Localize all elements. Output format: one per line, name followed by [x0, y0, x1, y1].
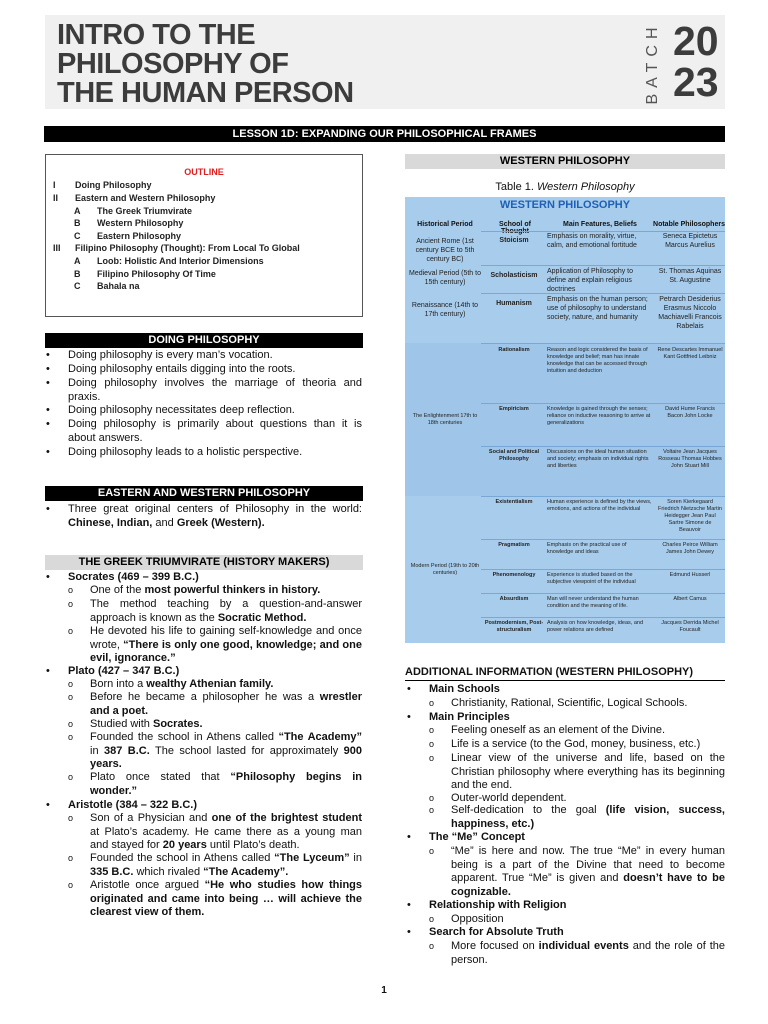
table-cell-school: Pragmatism [498, 542, 530, 548]
table-cell-school: Postmodernism, Post-structuralism [484, 620, 544, 633]
list-item [46, 404, 362, 418]
text: one of the brightest student [211, 812, 362, 824]
western-philosophy-heading: WESTERN PHILOSOPHY [405, 154, 725, 169]
batch-label [643, 23, 663, 103]
text: most powerful thinkers in history. [144, 584, 321, 596]
table-cell-features: Human experience is defined by the views, emotions, and actions of the individual [547, 499, 652, 512]
table-cell-philosophers: Charles Peirce William James John Dewey [662, 542, 718, 555]
text: wealthy Athenian family. [146, 678, 274, 690]
table-title: WESTERN PHILOSOPHY [499, 199, 631, 211]
table-cell-period: The Enlightenment 17th to 18th centuries [412, 413, 478, 426]
list-item: o Son of a Physician and one of the brightest student at Plato’s academy. He came there as a young man and stayed for 20 years until Plato’s death. [68, 812, 362, 851]
table-rule [481, 446, 725, 447]
text: Christianity, Rational, Scientific, Logical Schools. [451, 697, 688, 709]
table-rule [481, 539, 725, 540]
additional-info-heading: ADDITIONAL INFORMATION (WESTERN PHILOSOPHY) [405, 666, 694, 678]
table-cell-features: Reason and logic considered the basis of knowledge and belief; man has innate knowledge that can be accessed through intuition and deduction [547, 347, 648, 374]
outline-number: B [74, 269, 81, 279]
text: Opposition [451, 913, 504, 925]
divider [405, 680, 725, 681]
list-item: o Founded the school in Athens called “The Lyceum” in 335 B.C. which rivaled “The Academy”. [68, 852, 362, 878]
text: Search for Absolute Truth [429, 926, 564, 938]
bullet: • [46, 446, 50, 458]
list-item: o He devoted his life to gaining self-knowledge and once wrote, “There is only one good, knowledge; and one evil, ignorance.” [68, 625, 362, 664]
western-philosophy-table [405, 197, 725, 643]
table-rule [481, 403, 725, 404]
table-cell-period: Renaissance (14th to 17th century) [411, 302, 479, 318]
greek-triumvirate-heading: THE GREEK TRIUMVIRATE (HISTORY MAKERS) [45, 555, 363, 570]
table-cell-school: Phenomenology [492, 572, 536, 578]
table-rule [481, 343, 725, 344]
text: and the role of the person. [451, 940, 725, 966]
table-cell-school: Scholasticism [490, 272, 538, 279]
table-caption [405, 181, 725, 193]
bullet: • [46, 418, 50, 430]
table-cell-philosophers: Rene Descartes Immanuel Kant Gottfried Leibniz [657, 347, 723, 360]
column-header: Historical Period [417, 221, 473, 228]
text: Born into a [90, 678, 147, 690]
table-cell-school: Absurdism [499, 596, 529, 602]
text: He devoted his life to gaining self-knowledge and once wrote, [90, 625, 362, 651]
text: Relationship with Religion [429, 899, 567, 911]
table-cell-school: Humanism [496, 300, 532, 307]
text: Doing philosophy leads to a holistic perspective. [68, 446, 303, 458]
list-item: o Studied with Socrates. [68, 718, 203, 730]
text: Chinese, Indian, [68, 516, 153, 529]
text: The school lasted for approximately [149, 744, 344, 757]
outline-item: Filipino Philosophy (Thought): From Local To Global [75, 243, 300, 253]
text: Son of a Physician and [90, 812, 212, 824]
text: Founded the school in Athens called [90, 731, 279, 743]
table-cell-features: Emphasis on the human person; use of philosophy to understand society, nature, and humanity [547, 296, 648, 321]
text: Socratic Method. [217, 611, 307, 624]
list-item: o Opposition [429, 913, 504, 925]
text: at Plato’s academy. He came there as a young man and stayed for [90, 825, 362, 851]
outline-item: Eastern and Western Philosophy [75, 193, 216, 203]
table-cell-features: Discussions on the ideal human situation and society; emphasis on individual rights and liberties [547, 449, 649, 469]
outline-item: Eastern Philosophy [97, 231, 182, 241]
outline-number: III [53, 243, 61, 253]
outline-number: II [53, 193, 59, 203]
table-cell-features: Man will never understand the human condition and the meaning of life. [547, 596, 639, 609]
list-item: • Socrates (469 – 399 B.C.) [46, 571, 199, 583]
course-title-line: PHILOSOPHY OF [57, 48, 289, 80]
table-cell-features: Experience is studied based on the subjective viewpoint of the individual [547, 572, 636, 585]
text: until Plato’s death. [206, 839, 300, 851]
outline-number: C [74, 231, 81, 241]
list-item: o More focused on individual events and the role of the person. [429, 940, 725, 966]
list-item: o Plato once stated that “Philosophy begins in wonder.” [68, 771, 362, 797]
text: Doing philosophy necessitates deep reflection. [68, 404, 295, 416]
text: The “Me” Concept [429, 831, 525, 843]
list-item: • The “Me” Concept [407, 831, 525, 843]
table-cell-school: Stoicism [499, 237, 529, 244]
list-item: o Before he became a philosopher he was a wrestler and a poet. [68, 691, 362, 717]
list-item: • Search for Absolute Truth [407, 926, 564, 938]
list-item: o One of the most powerful thinkers in history. [68, 584, 321, 596]
table-cell-period: Medieval Period (5th to 15th century) [409, 270, 481, 286]
table-cell-philosophers: Voltaire Jean Jacques Rosseau Thomas Hobbes John Stuart Mill [658, 449, 722, 469]
table-cell-school: Empiricism [499, 406, 529, 412]
table-rule [481, 496, 725, 497]
eastern-western-heading: EASTERN AND WESTERN PHILOSOPHY [45, 486, 363, 501]
list-item [46, 418, 362, 445]
lesson-title: LESSON 1D: EXPANDING OUR PHILOSOPHICAL FRAMES [44, 126, 725, 142]
text: Before he became a philosopher he was a [90, 691, 320, 703]
table-cell-philosophers: Seneca Epictetus Marcus Aurelius [662, 233, 718, 249]
outline-number: A [74, 256, 81, 266]
bullet: • [46, 349, 50, 361]
text: in [90, 744, 104, 757]
text: More focused on [451, 940, 539, 952]
text: Western Philosophy [536, 181, 635, 193]
text: Doing philosophy entails digging into the roots. [68, 363, 296, 375]
column-header: Main Features, Beliefs [563, 221, 637, 228]
table-cell-school: Existentialism [495, 499, 533, 505]
text: 335 B.C. [90, 865, 134, 878]
year-top: 20 [673, 18, 719, 64]
table-cell-period: Modern Period (19th to 20th centuries) [410, 563, 480, 576]
table-rule [481, 293, 725, 294]
list-item: o Founded the school in Athens called “The Academy” in 387 B.C. The school lasted for approximately 900 years. [68, 731, 362, 770]
text: Studied with [90, 718, 153, 730]
course-title-line: INTRO TO THE [57, 19, 256, 51]
text: “The Lyceum” [274, 852, 350, 864]
text: wrestler and a poet. [90, 691, 362, 717]
batch-label-text: BATCH [644, 21, 661, 105]
text: Linear view of the universe and life, based on the Christian philosophy where everything has its beginning and the end. [451, 752, 725, 791]
text: “Philosophy begins in wonder.” [90, 771, 362, 797]
outline-item: Filipino Philosophy Of Time [97, 269, 216, 279]
bullet: • [46, 404, 50, 416]
aristotle-heading: Aristotle (384 – 322 B.C.) [68, 799, 197, 811]
text: Life is a service (to the God, money, business, etc.) [451, 738, 701, 750]
list-item: o Linear view of the universe and life, based on the Christian philosophy where everything has its beginning and the end. [429, 752, 725, 791]
column-header: Notable Philosophers [653, 221, 725, 228]
list-item: • Main Schools [407, 683, 500, 695]
text: 387 B.C. [104, 744, 150, 757]
text: Main Principles [429, 711, 510, 723]
batch-year [673, 18, 719, 105]
table-cell-philosophers: Soren Kierkegaard Friedrich Nietzsche Martin Heidegger Jean Paul Sartre Simone de Beauvoir [658, 499, 722, 533]
list-item: • Three great original centers of Philosophy in the world: Chinese, Indian, and Greek (Western). [46, 503, 362, 529]
text: Feeling oneself as an element of the Divine. [451, 724, 666, 736]
text: Self-dedication to the goal [451, 804, 606, 816]
table-cell-school: Rationalism [498, 347, 530, 353]
list-item [46, 377, 362, 404]
table-cell-features: Analysis on how knowledge, ideas, and power relations are defined [547, 620, 644, 633]
list-item: o Christianity, Rational, Scientific, Logical Schools. [429, 697, 688, 709]
text: “He who studies how things originated and came into being … will achieve the clearest view of them. [90, 879, 363, 918]
list-item: • Plato (427 – 347 B.C.) [46, 665, 180, 677]
text: Aristotle once argued [90, 879, 205, 891]
list-item: • Aristotle (384 – 322 B.C.) [46, 799, 197, 811]
course-title [57, 21, 354, 108]
table-cell-features: Emphasis on the practical use of knowledge and ideas [547, 542, 627, 555]
text: “There is only one good, knowledge; and one evil, ignorance.” [90, 638, 362, 664]
table-cell-features: Knowledge is gained through the senses; reliance on inductive reasoning to arrive at generalizations [547, 406, 651, 426]
text: and [152, 516, 177, 529]
table-rule [481, 593, 725, 594]
table-cell-philosophers: Albert Camus [673, 596, 707, 602]
list-item: o Feeling oneself as an element of the Divine. [429, 724, 666, 736]
text: “The Academy”. [203, 865, 289, 878]
text: One of the [90, 584, 145, 596]
list-item [46, 446, 362, 460]
text: Doing philosophy is every man’s vocation. [68, 349, 273, 361]
outline-number: B [74, 218, 81, 228]
table-cell-philosophers: St. Thomas Aquinas St. Augustine [658, 268, 722, 284]
text: Table 1. [495, 181, 537, 193]
text: Main Schools [429, 683, 500, 695]
table-cell-philosophers: Jacques Derrida Michel Foucault [661, 620, 719, 633]
outline-number: I [53, 180, 56, 190]
table-cell-philosophers: Edmund Husserl [669, 572, 711, 578]
text: Plato once stated that [90, 771, 231, 783]
text: Doing philosophy involves the marriage of theoria and praxis. [68, 377, 362, 403]
outline-number: A [74, 206, 81, 216]
list-item: o Born into a wealthy Athenian family. [68, 678, 274, 690]
list-item [46, 363, 362, 377]
text: doesn’t have to be cognizable. [451, 872, 725, 898]
outline-box [45, 154, 363, 317]
text: “The Academy” [278, 731, 362, 743]
outline-item: Bahala na [97, 281, 140, 291]
outline-item: Doing Philosophy [75, 180, 152, 190]
text: “Me” is here and now. The true “Me” in every human being is a part of the Divine that need to become apparent. True “Me” is given and [451, 845, 725, 884]
text: The method teaching by a question-and-answer approach is known as the [90, 598, 362, 624]
course-title-line: THE HUMAN PERSON [57, 77, 354, 109]
text: Socrates. [152, 718, 203, 730]
page-number: 1 [381, 985, 387, 996]
text: 20 years [162, 839, 207, 851]
year-bottom: 23 [673, 59, 719, 105]
bullet: • [46, 363, 50, 375]
text: Greek (Western). [176, 516, 265, 529]
doing-philosophy-heading: DOING PHILOSOPHY [45, 333, 363, 348]
page-header [45, 15, 725, 109]
bullet: • [46, 377, 50, 389]
outline-item: The Greek Triumvirate [97, 206, 193, 216]
list-item: o Self-dedication to the goal (life vision, success, happiness, etc.) [429, 804, 725, 830]
text: Doing philosophy is primarily about questions than it is about answers. [68, 418, 362, 444]
socrates-heading: Socrates (469 – 399 B.C.) [68, 571, 199, 583]
list-item [46, 349, 362, 363]
plato-heading: Plato (427 – 347 B.C.) [68, 665, 180, 677]
outline-item: Western Philosophy [97, 218, 184, 228]
list-item: o Aristotle once argued “He who studies how things originated and came into being … will achieve the clearest view of them. [68, 879, 363, 918]
list-item: o The method teaching by a question-and-answer approach is known as the Socratic Method. [68, 598, 362, 624]
outline-number: C [74, 281, 81, 291]
table-rule [481, 265, 725, 266]
list-item: o “Me” is here and now. The true “Me” in every human being is a part of the Divine that need to become apparent. True “Me” is given and doesn’t have to be cognizable. [429, 845, 725, 898]
table-cell-school: Social and Political Philosophy [488, 449, 540, 462]
table-cell-philosophers: Petrarch Desiderius Erasmus Niccolo Machiavelli Francois Rabelais [658, 296, 722, 330]
table-cell-features: Application of Philosophy to define and explain religious doctrines [547, 268, 633, 293]
list-item: • Main Principles [407, 711, 510, 723]
list-item: o Outer-world dependent. [429, 792, 567, 804]
text: (life vision, success, happiness, etc.) [451, 804, 725, 830]
table-cell-period: Ancient Rome (1st century BCE to 5th century BC) [415, 238, 475, 263]
text: which rivaled [133, 865, 204, 878]
table-cell-features: Emphasis on morality, virtue, calm, and emotional fortitude [547, 233, 637, 249]
table-rule [481, 569, 725, 570]
text: individual events [538, 940, 629, 952]
text: Three great original centers of Philosophy in the world: [68, 503, 362, 515]
text: Outer-world dependent. [451, 792, 567, 804]
outline-title: OUTLINE [184, 167, 224, 177]
text: in [349, 852, 362, 864]
table-cell-philosophers: David Hume Francis Bacon John Locke [665, 406, 715, 419]
list-item: • Relationship with Religion [407, 899, 567, 911]
text: Founded the school in Athens called [90, 852, 275, 864]
outline-item: Loob: Holistic And Interior Dimensions [97, 256, 264, 266]
table-rule [481, 617, 725, 618]
list-item: o Life is a service (to the God, money, business, etc.) [429, 738, 701, 750]
table-rule [481, 231, 725, 232]
column-header: School of [499, 221, 531, 228]
text: 900 years. [90, 744, 362, 770]
